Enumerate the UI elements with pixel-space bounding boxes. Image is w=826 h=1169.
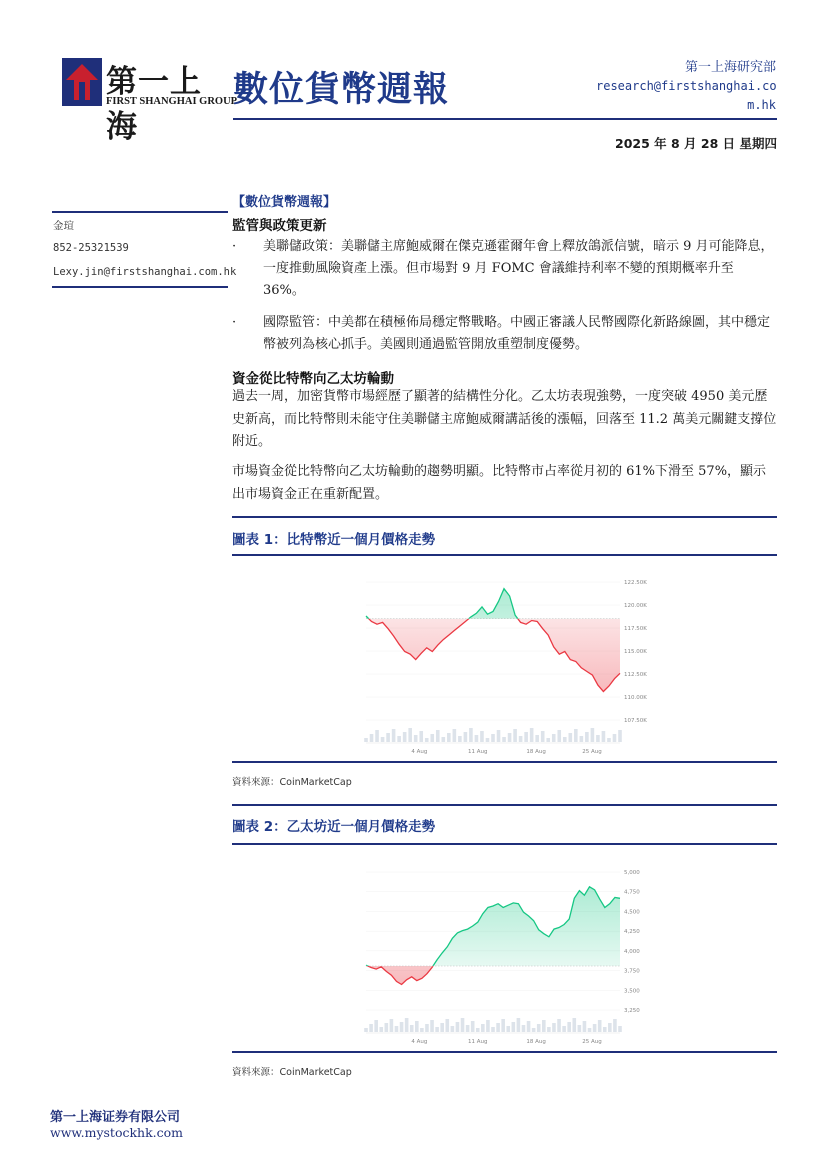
volume-bar [588,1028,592,1032]
volume-bar [369,1024,373,1032]
volume-bar [451,1026,455,1032]
volume-bar [491,734,495,742]
dept-email-line1[interactable]: research@firstshanghai.co [596,79,777,93]
volume-bar [486,1020,490,1032]
volume-bar [613,734,617,742]
bullet-dot: · [232,239,237,254]
volume-bar [537,1024,541,1032]
volume-bar [613,1019,617,1032]
x-tick-label: 4 Aug [411,749,428,755]
x-tick-label: 25 Aug [582,1039,602,1045]
volume-bar [476,1028,480,1032]
y-tick-label: 3,250 [624,1008,640,1014]
volume-bar [481,1024,485,1032]
paragraph: 過去一周，加密貨幣市場經歷了顯著的結構性分化。乙太坊表現強勢，一度突破 4950 美元歷史新高，而比特幣則未能守住美聯儲主席鮑威爾講話後的漲幅，回落至 11.2 萬美元關鍵支撐位附近。 [232,389,777,449]
volume-bar [580,736,584,742]
volume-bar [562,1026,566,1032]
volume-bar [425,1024,429,1032]
volume-bar [552,734,556,742]
volume-bar [603,1027,607,1032]
x-tick-label: 11 Aug [468,749,488,755]
eth-price-chart [358,856,658,1048]
volume-bar [461,1018,465,1032]
volume-bar [593,1024,597,1032]
x-tick-label: 18 Aug [526,1039,546,1045]
volume-bar [430,1020,434,1032]
report-title: 數位貨幣週報 [233,70,450,110]
volume-bar [381,737,385,742]
volume-bar [542,1020,546,1032]
volume-bar [386,733,390,742]
volume-bar [408,728,412,742]
footer-website[interactable]: www.mystockhk.com [50,1125,184,1140]
volume-bar [395,1026,399,1032]
figure-divider [232,761,777,763]
dept-name: 第一上海研究部 [684,60,776,75]
y-tick-label: 120.00K [624,603,647,609]
volume-bar [527,1021,531,1032]
volume-bar [535,735,539,742]
dept-email-line2[interactable]: m.hk [747,98,776,112]
bullet-item [232,312,777,356]
volume-bar [464,732,468,742]
volume-bar [596,735,600,742]
volume-bar [496,1023,500,1032]
figure-divider [232,804,777,806]
logo-en-text: FIRST SHANGHAI GROUP [106,96,238,107]
analyst-phone: 852-25321539 [53,242,129,254]
volume-bar [364,738,368,742]
volume-bar [385,1023,389,1032]
volume-bar [403,732,407,742]
figure-title: 圖表 2：乙太坊近一個月價格走勢 [232,819,436,835]
volume-bar [618,1026,622,1032]
volume-bar [618,730,622,742]
volume-bar [557,1019,561,1032]
analyst-email[interactable]: Lexy.jin@firstshanghai.com.hk [53,266,237,278]
volume-bar [486,738,490,742]
area-down [366,589,620,692]
volume-bar [442,737,446,742]
volume-bar [530,728,534,742]
volume-bar [501,1019,505,1032]
figure-source: 資料來源：CoinMarketCap [232,1067,352,1078]
volume-bar [602,731,606,742]
volume-bar [475,735,479,742]
x-tick-label: 4 Aug [411,1039,428,1045]
volume-bar [405,1018,409,1032]
volume-bar [370,734,374,742]
volume-bar [598,1020,602,1032]
bullet-text: 國際監管：中美都在積極佈局穩定幣戰略。中國正審議人民幣國際化新路線圖，其中穩定幣被列為核心抓手。美國則通過監管開放重塑制度優勢。 [263,315,771,352]
volume-bar [567,1022,571,1032]
x-tick-label: 25 Aug [582,749,602,755]
logo-mark-icon [62,58,102,106]
volume-bar [471,1021,475,1032]
bullet-item [232,236,777,302]
figure-divider [232,1051,777,1053]
volume-bar [445,1019,449,1032]
figure-title: 圖表 1：比特幣近一個月價格走勢 [232,532,436,548]
volume-bar [513,729,517,742]
y-tick-label: 4,000 [624,948,640,955]
volume-bar [572,1018,576,1032]
company-logo [62,58,238,145]
x-tick-label: 11 Aug [468,1039,488,1045]
footer-company: 第一上海证券有限公司 [50,1110,181,1125]
heading-policy: 監管與政策更新 [232,218,327,234]
volume-bar [458,736,462,742]
heading-rotation: 資金從比特幣向乙太坊輪動 [232,371,394,387]
logo-cn-text: 第一上海 [106,64,202,145]
volume-bar [456,1022,460,1032]
y-tick-label: 115.00K [624,649,647,655]
volume-bar [466,1025,470,1032]
x-tick-label: 18 Aug [526,749,546,755]
y-tick-label: 112.50K [624,672,647,678]
volume-bar [574,729,578,742]
volume-bar [436,730,440,742]
volume-bar [547,1027,551,1032]
bullet-text: 美聯儲政策：美聯儲主席鮑威爾在傑克遜霍爾年會上釋放鴿派信號，暗示 9 月可能降息，一度推動風險資產上漲。但市場對 9 月 FOMC 會議維持利率不變的預期概率升至 36%。 [263,239,774,298]
volume-bar [430,734,434,742]
volume-bar [375,730,379,742]
y-tick-label: 5,000 [624,870,640,876]
volume-bar [390,1019,394,1032]
volume-bar [480,731,484,742]
volume-bar [440,1023,444,1032]
volume-bar [410,1025,414,1032]
volume-bar [578,1025,582,1032]
volume-bar [415,1021,419,1032]
analyst-name: 金瑄 [53,220,74,232]
volume-bar [497,730,501,742]
y-tick-label: 117.50K [624,626,647,632]
volume-bar [364,1028,368,1032]
volume-bar [569,733,573,742]
volume-bar [379,1027,383,1032]
volume-bar [506,1026,510,1032]
volume-bar [512,1022,516,1032]
volume-bar [522,1025,526,1032]
volume-bar [583,1021,587,1032]
volume-bar [532,1028,536,1032]
y-tick-label: 3,500 [624,988,640,995]
volume-bar [414,735,418,742]
volume-bar [400,1022,404,1032]
sidebar-divider-top [52,211,228,213]
report-date: 2025 年 8 月 28 日 星期四 [615,136,777,151]
volume-bar [541,731,545,742]
volume-bar [447,733,451,742]
y-tick-label: 3,750 [624,968,640,975]
y-tick-label: 4,250 [624,929,640,936]
figure-source: 資料來源：CoinMarketCap [232,777,352,788]
section-tag: 【數位貨幣週報】 [232,195,337,210]
volume-bar [502,737,506,742]
volume-bar [607,738,611,742]
volume-bar [585,732,589,742]
figure-divider [232,843,777,845]
volume-bar [591,728,595,742]
volume-bar [392,729,396,742]
volume-bar [420,1028,424,1032]
volume-bar [435,1027,439,1032]
volume-bar [419,731,423,742]
volume-bar [374,1020,378,1032]
y-tick-label: 4,500 [624,909,640,916]
y-tick-label: 110.00K [624,695,647,701]
volume-bar [425,738,429,742]
volume-bar [546,738,550,742]
sidebar-divider-bottom [52,286,228,288]
bullet-dot: · [232,315,237,330]
volume-bar [557,730,561,742]
y-tick-label: 122.50K [624,580,647,586]
volume-bar [519,736,523,742]
btc-price-chart [358,566,658,758]
volume-bar [608,1023,612,1032]
figure-divider [232,554,777,556]
header-divider [233,118,777,120]
volume-bar [469,728,473,742]
paragraph: 市場資金從比特幣向乙太坊輪動的趨勢明顯。比特幣市占率從月初的 61%下滑至 57%，顯示出市場資金正在重新配置。 [232,464,767,502]
dept-contact [596,58,776,115]
volume-bar [508,733,512,742]
volume-bar [517,1018,521,1032]
volume-bar [397,736,401,742]
volume-bar [563,737,567,742]
volume-bar [552,1023,556,1032]
volume-bar [453,729,457,742]
volume-bar [524,732,528,742]
y-tick-label: 4,750 [624,889,640,896]
y-tick-label: 107.50K [624,718,647,724]
figure-divider [232,516,777,518]
volume-bar [491,1027,495,1032]
